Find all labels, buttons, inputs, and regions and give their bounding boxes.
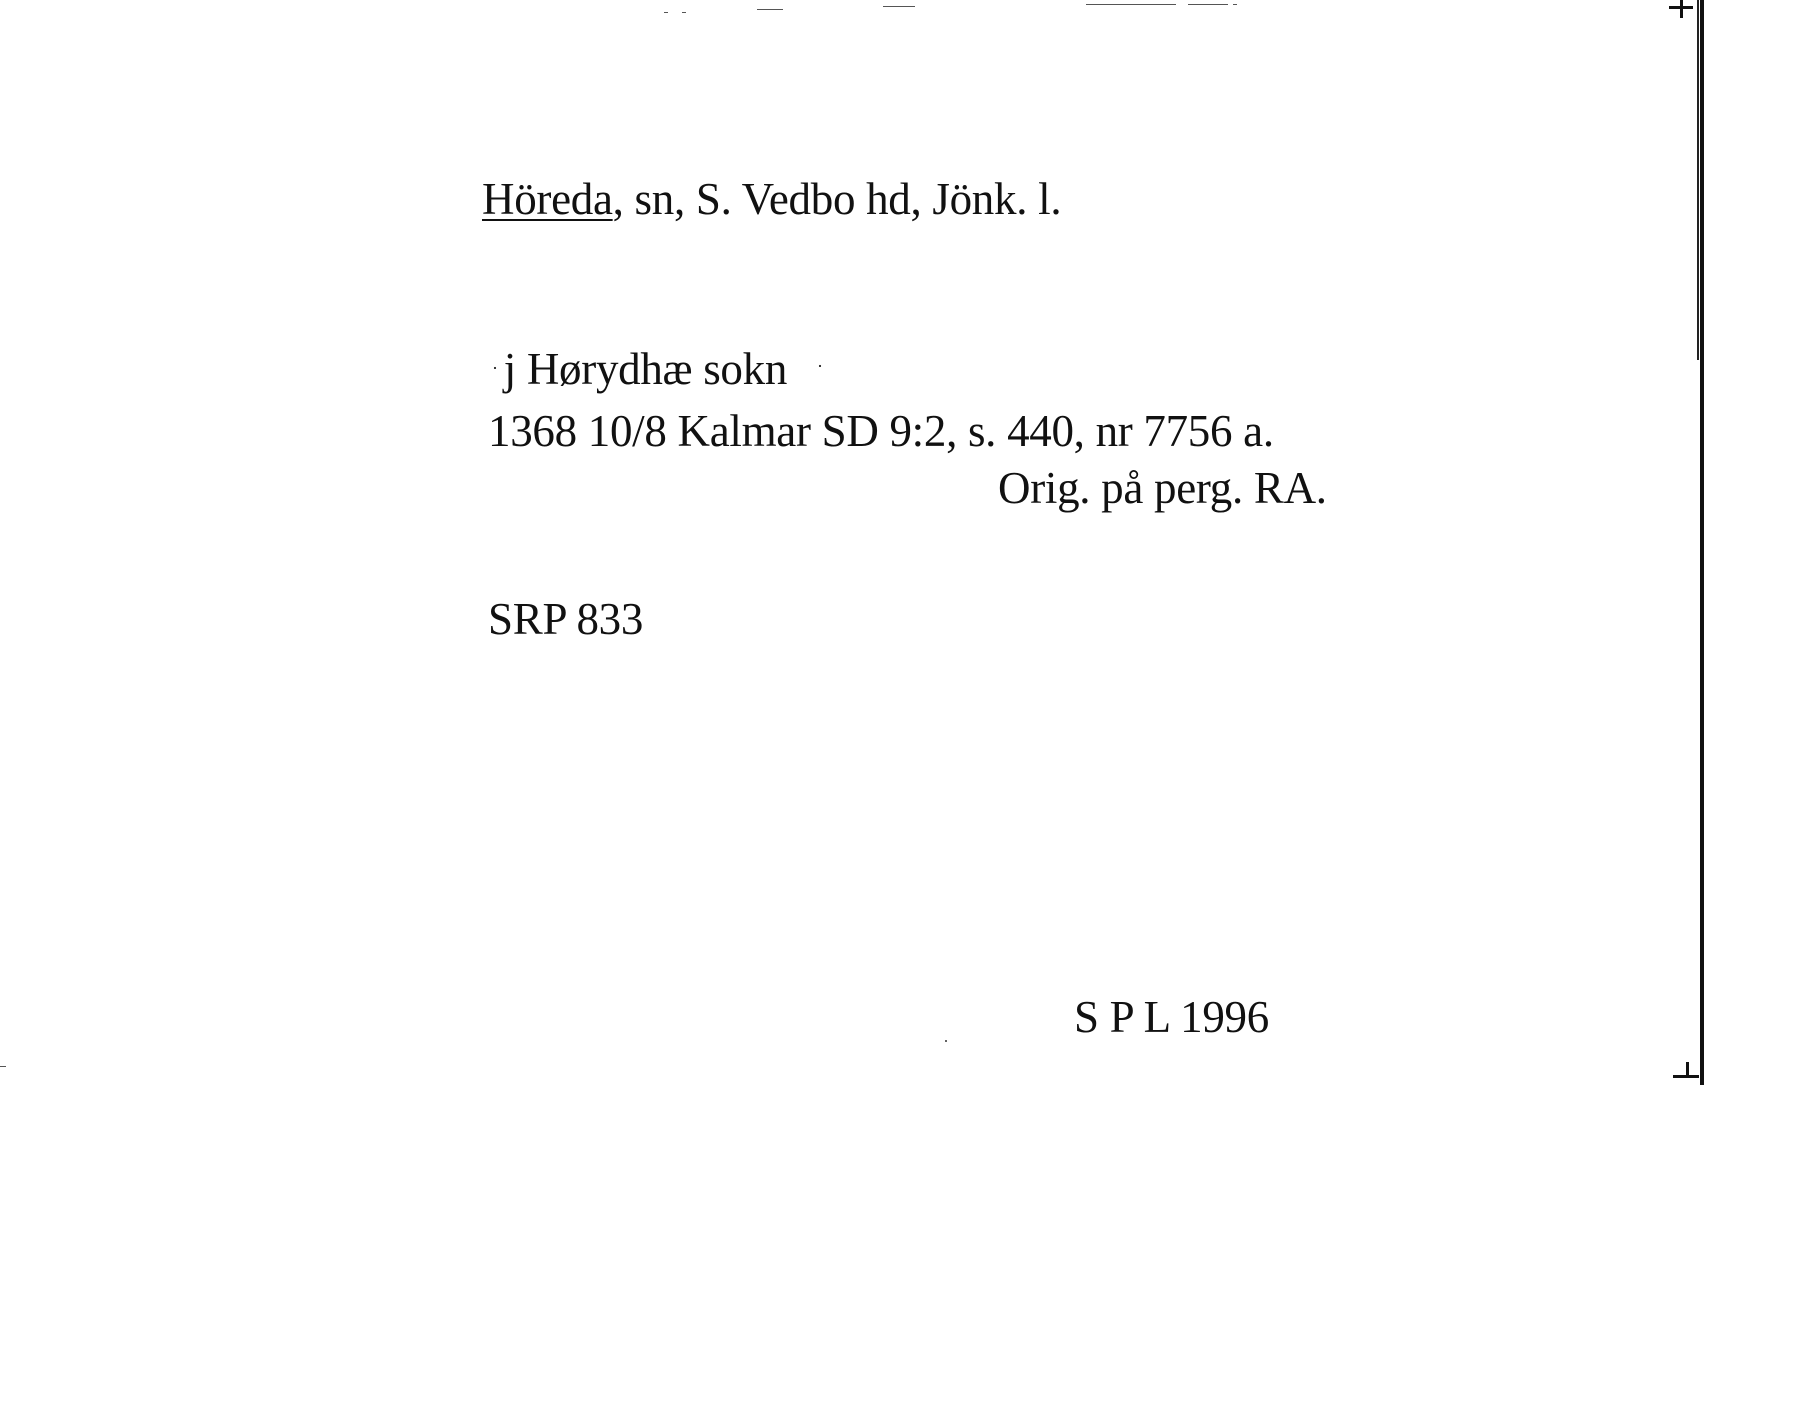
headword: Höreda bbox=[482, 174, 613, 224]
card-right-border bbox=[1700, 0, 1704, 1085]
quote-text: j Hørydhæ sokn bbox=[503, 344, 788, 394]
scan-artifact-top-7 bbox=[1233, 4, 1237, 5]
quote-marker-left: · bbox=[492, 358, 498, 378]
scan-artifact-top-3 bbox=[757, 9, 783, 10]
reference-line: SRP 833 bbox=[488, 594, 644, 644]
quote-line bbox=[492, 344, 823, 394]
crop-mark-top-vertical bbox=[1680, 0, 1683, 18]
scan-artifact-top-5 bbox=[1086, 4, 1176, 5]
source-line: Orig. på perg. RA. bbox=[998, 463, 1327, 513]
headword-description: , sn, S. Vedbo hd, Jönk. l. bbox=[612, 174, 1062, 224]
scan-artifact-top-4 bbox=[883, 6, 915, 7]
scan-artifact-top-1 bbox=[664, 12, 668, 13]
scan-artifact-left-tick bbox=[0, 1066, 6, 1067]
citation-line: 1368 10/8 Kalmar SD 9:2, s. 440, nr 7756 a. bbox=[488, 406, 1274, 456]
headword-line bbox=[482, 174, 1062, 224]
scan-artifact-dot bbox=[945, 1040, 947, 1042]
scan-artifact-top-6 bbox=[1188, 4, 1228, 5]
scan-artifact-top-2 bbox=[682, 12, 686, 13]
signature-line: S P L 1996 bbox=[1074, 992, 1269, 1042]
crop-mark-bottom-vertical bbox=[1686, 1062, 1689, 1076]
card-right-border-upper bbox=[1697, 0, 1699, 360]
quote-marker-right: · bbox=[817, 356, 823, 376]
